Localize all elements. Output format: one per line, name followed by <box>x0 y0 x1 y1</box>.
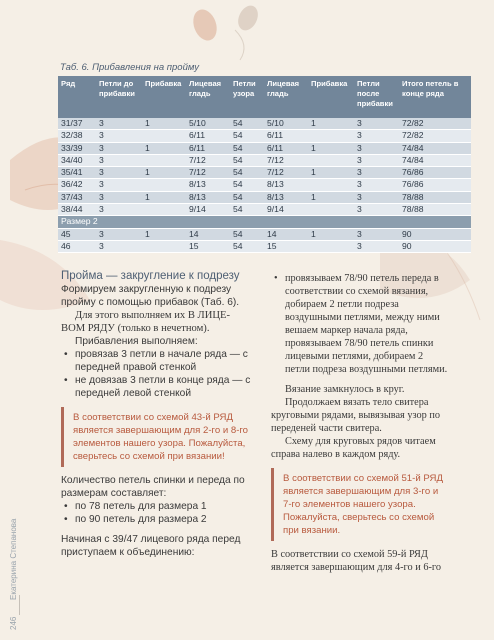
column-header: Прибавка <box>308 76 354 118</box>
table-cell: 72/82 <box>399 130 471 142</box>
table-cell: 76/86 <box>399 167 471 179</box>
table-cell: 1 <box>142 228 186 240</box>
table-cell: 54 <box>230 204 264 216</box>
table-cell: 90 <box>399 228 471 240</box>
table-row <box>58 179 471 191</box>
table-cell: 6/11 <box>264 130 308 142</box>
table-cell: 33/39 <box>58 142 96 154</box>
table-header-row <box>58 76 471 118</box>
table-cell: 90 <box>399 240 471 252</box>
table-cell: 3 <box>354 179 399 191</box>
table-row <box>58 167 471 179</box>
table-cell: 3 <box>354 142 399 154</box>
column-header: Лицевая гладь <box>264 76 308 118</box>
divider <box>19 595 20 615</box>
list-item: • по 78 петель для размера 1 <box>75 500 251 513</box>
table-cell: 7/12 <box>264 154 308 166</box>
bullet-list <box>61 500 251 526</box>
table-cell: 54 <box>230 130 264 142</box>
table-cell <box>142 204 186 216</box>
table-cell: 54 <box>230 228 264 240</box>
table-cell: 34/40 <box>58 154 96 166</box>
table-row <box>58 130 471 142</box>
table-cell: 14 <box>186 228 230 240</box>
table-cell: 54 <box>230 240 264 252</box>
table-cell: 45 <box>58 228 96 240</box>
table-cell: 8/13 <box>186 191 230 203</box>
table-cell: 31/37 <box>58 118 96 130</box>
table-cell: 54 <box>230 154 264 166</box>
table-cell <box>308 240 354 252</box>
column-header: Ряд <box>58 76 96 118</box>
paragraph: Начиная с 39/47 лицевого ряда перед приступаем к объединению: <box>61 534 241 558</box>
table-cell: 76/86 <box>399 179 471 191</box>
table-cell: 1 <box>308 191 354 203</box>
paragraph: Формируем закругленную к подрезу пройму с помощью прибавок (Таб. 6). <box>61 284 240 308</box>
list-item: • не довязав 3 петли в конце ряда — с передней левой стенкой <box>75 374 251 400</box>
list-item: • провязав 3 петли в начале ряда — с передней правой стенкой <box>75 348 251 374</box>
table-cell: 78/88 <box>399 204 471 216</box>
table-cell: 5/10 <box>264 118 308 130</box>
table-row <box>58 142 471 154</box>
table-cell: 3 <box>354 228 399 240</box>
paragraph: Продолжаем вязать тело свитера круговыми рядами, вывязывая узор по переденей части свитера. <box>271 397 441 434</box>
table-cell <box>308 179 354 191</box>
column-header: Лицевая гладь <box>186 76 230 118</box>
additions-table <box>58 76 471 253</box>
table-cell: 35/41 <box>58 167 96 179</box>
table-row <box>58 240 471 252</box>
table-cell: 74/84 <box>399 154 471 166</box>
table-cell: 74/84 <box>399 142 471 154</box>
table-cell: 9/14 <box>186 204 230 216</box>
table-cell: 5/10 <box>186 118 230 130</box>
right-column <box>271 272 449 574</box>
table-cell <box>308 204 354 216</box>
table-row <box>58 204 471 216</box>
table-cell: 1 <box>142 191 186 203</box>
table-cell: 54 <box>230 179 264 191</box>
note-callout: В соответствии со схемой 51-й РЯД является завершающим для 3-го и 7-го элементов нашего узора. Пожалуйста, сверьтесь со схемой при вязании. <box>271 468 449 541</box>
table-cell: 54 <box>230 142 264 154</box>
table-cell: 15 <box>264 240 308 252</box>
table-cell <box>308 130 354 142</box>
table-cell: 6/11 <box>264 142 308 154</box>
table-cell: 3 <box>354 240 399 252</box>
column-header: Прибавка <box>142 76 186 118</box>
table-cell: 6/11 <box>186 142 230 154</box>
section-heading: Пройма — закругление к подрезу <box>61 270 240 282</box>
table-row <box>58 191 471 203</box>
table-cell: 3 <box>96 240 142 252</box>
table-cell: 46 <box>58 240 96 252</box>
table-cell: 38/44 <box>58 204 96 216</box>
table-cell: 54 <box>230 118 264 130</box>
table-cell: 7/12 <box>264 167 308 179</box>
table-cell: 3 <box>96 167 142 179</box>
table-cell: 37/43 <box>58 191 96 203</box>
table-cell: 3 <box>96 142 142 154</box>
table-cell <box>142 154 186 166</box>
table-cell: 1 <box>308 118 354 130</box>
table-row <box>58 118 471 130</box>
table-row <box>58 228 471 240</box>
table-cell: 7/12 <box>186 167 230 179</box>
page-number: 246 <box>9 616 18 630</box>
column-header: Петли до прибавки <box>96 76 142 118</box>
table-cell: 15 <box>186 240 230 252</box>
column-header: Петли узора <box>230 76 264 118</box>
table-cell: 3 <box>354 130 399 142</box>
table-cell: 3 <box>96 191 142 203</box>
column-header: Петли после прибавки <box>354 76 399 118</box>
table-cell: 3 <box>354 167 399 179</box>
bullet-list <box>271 272 449 376</box>
table-cell <box>142 179 186 191</box>
table-cell: 1 <box>142 167 186 179</box>
table-cell: 8/13 <box>264 179 308 191</box>
table-cell: 36/42 <box>58 179 96 191</box>
table-cell: 1 <box>308 142 354 154</box>
size-row <box>58 216 471 228</box>
table-cell: 3 <box>96 204 142 216</box>
table-cell: 32/38 <box>58 130 96 142</box>
paragraph: Вязание замкнулось в круг. <box>285 384 405 395</box>
list-item: • провязываем 78/90 петель переда в соответствии со схемой вязания, добираем 2 петли подреза воздушными петлями, между ними вешаем маркер начала ряда, провязываем 78/90 петель спинки лицевыми петлями, добираем 2 петли подреза воздушными петлями. <box>285 272 449 376</box>
table-cell <box>142 130 186 142</box>
table-cell: 1 <box>308 167 354 179</box>
table-cell: 8/13 <box>186 179 230 191</box>
table-row <box>58 154 471 166</box>
author-sidebar: Екатерина Степанова <box>9 518 18 600</box>
table-cell: 14 <box>264 228 308 240</box>
table-cell: 54 <box>230 191 264 203</box>
list-item: • по 90 петель для размера 2 <box>75 513 251 526</box>
table-cell: 78/88 <box>399 191 471 203</box>
paragraph: Прибавления выполняем: <box>75 336 198 347</box>
table-cell: 3 <box>96 228 142 240</box>
table-cell: 6/11 <box>186 130 230 142</box>
table-cell: 3 <box>354 204 399 216</box>
size-label: Размер 2 <box>58 216 471 228</box>
table-cell: 3 <box>354 118 399 130</box>
table-cell: 3 <box>354 154 399 166</box>
table-cell: 8/13 <box>264 191 308 203</box>
paragraph: В соответствии со схемой 59-й РЯД является завершающим для 4-го и 6-го <box>271 549 442 573</box>
paragraph: Для этого выполняем их В ЛИЦЕ-ВОМ РЯДУ (только в нечетном). <box>61 310 231 334</box>
table-cell: 3 <box>96 179 142 191</box>
left-column <box>61 270 251 559</box>
note-callout: В соответствии со схемой 43-й РЯД является завершающим для 2-го и 8-го элементов нашего узора. Пожалуйста, сверьтесь со схемой при вязании! <box>61 407 251 467</box>
table-cell: 1 <box>142 118 186 130</box>
table-cell <box>308 154 354 166</box>
paragraph: Схему для круговых рядов читаем справа налево в каждом ряду. <box>271 436 436 460</box>
table-cell: 3 <box>96 118 142 130</box>
paragraph: Количество петель спинки и переда по размерам составляет: <box>61 475 245 499</box>
table-cell: 3 <box>96 130 142 142</box>
table-cell: 3 <box>96 154 142 166</box>
table-cell: 3 <box>354 191 399 203</box>
table-cell: 1 <box>142 142 186 154</box>
bullet-list <box>61 348 251 400</box>
table-cell: 7/12 <box>186 154 230 166</box>
table-cell <box>142 240 186 252</box>
table-cell: 9/14 <box>264 204 308 216</box>
table-cell: 72/82 <box>399 118 471 130</box>
table-caption: Таб. 6. Прибавления на пройму <box>60 62 200 73</box>
column-header: Итого петель в конце ряда <box>399 76 471 118</box>
table-cell: 1 <box>308 228 354 240</box>
table-cell: 54 <box>230 167 264 179</box>
